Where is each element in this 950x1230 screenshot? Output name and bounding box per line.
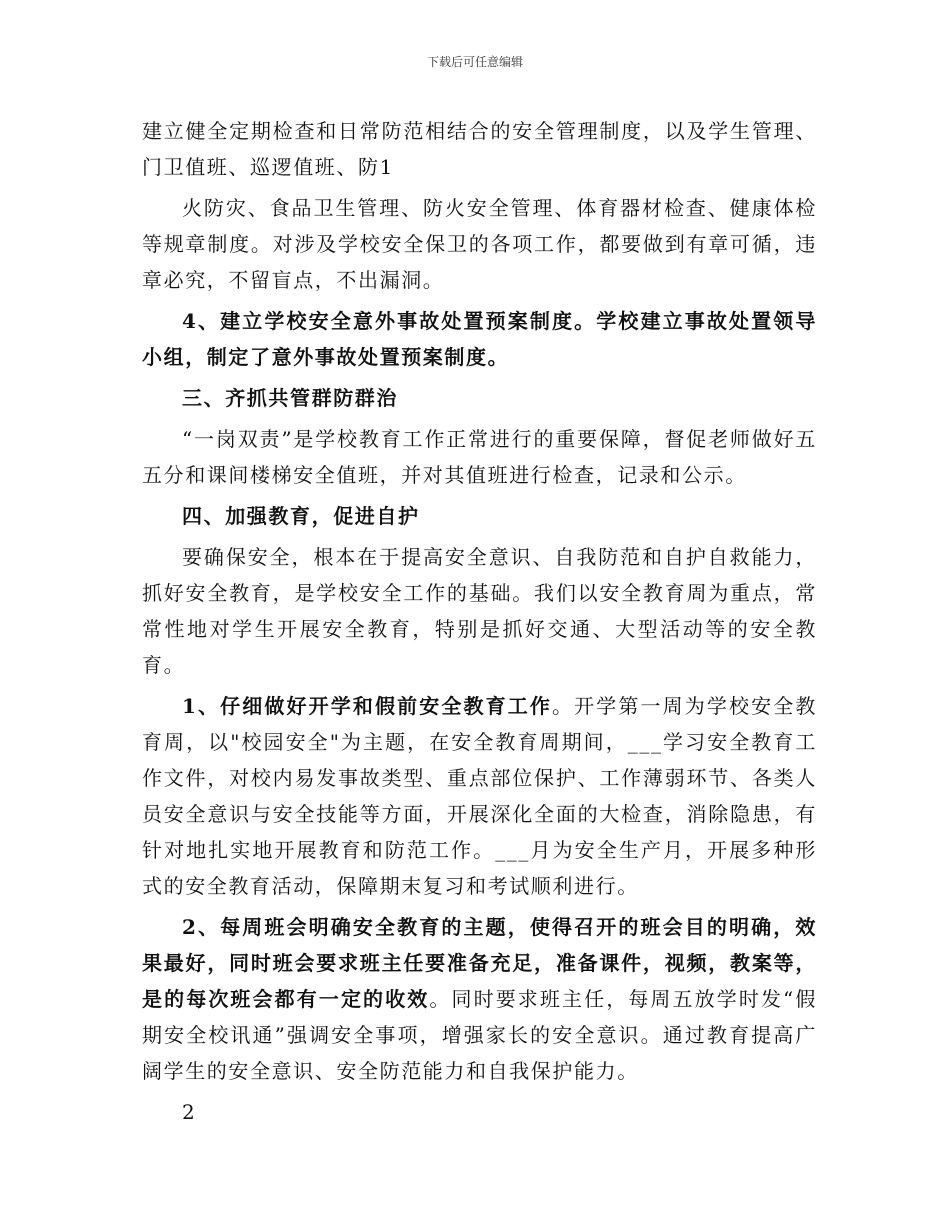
page-number: 2 xyxy=(182,1100,197,1124)
section-heading-4: 四、加强教育，促进自护 xyxy=(182,504,420,528)
paragraph-4: “一岗双责”是学校教育工作正常进行的重要保障，督促老师做好五五分和课间楼梯安全值班，并对其值班进行检查，记录和公示。 xyxy=(142,427,817,487)
document-body xyxy=(142,113,817,1135)
section-heading-3: 三、齐抓共管群防群治 xyxy=(182,386,398,410)
paragraph-7-lead: 2、每周班会明确安全教育的主题，使得召开的班会目的明确，效果最好，同时班会要求班主任要准备充足，准备课件，视频，教案等，是的每次班会都有一定的收效 xyxy=(142,915,817,1011)
paragraph-6 xyxy=(142,688,817,904)
paragraph-1: 建立健全定期检查和日常防范相结合的安全管理制度，以及学生管理、门卫值班、巡逻值班、防1 xyxy=(142,119,817,179)
paragraph-3-bold: 4、建立学校安全意外事故处置预案制度。学校建立事故处置领导小组，制定了意外事故处置预案制度。 xyxy=(142,309,817,369)
paragraph-5: 要确保安全，根本在于提高安全意识、自我防范和自护自救能力，抓好安全教育，是学校安全工作的基础。我们以安全教育周为重点，常常性地对学生开展安全教育，特别是抓好交通、大型活动等的安全教育。 xyxy=(142,545,817,677)
paragraph-6-lead: 1、仔细做好开学和假前安全教育工作 xyxy=(182,694,553,718)
paragraph-6-text: 。开学第一周为学校安全教育周，以"校园安全"为主题，在安全教育周期间，___学习安全教育工作文件，对校内易发事故类型、重点部位保护、工作薄弱环节、各类人员安全意识与安全技能等方面，开展深化全面的大检查，消除隐患，有针对地扎实地开展教育和防范工作。___月为安全生产月，开展多种形式的安全教育活动，保障期末复习和考试顺利进行。 xyxy=(142,694,817,898)
page-header-note: 下载后可任意编辑 xyxy=(426,55,523,69)
paragraph-2: 火防灾、食品卫生管理、防火安全管理、体育器材检查、健康体检等规章制度。对涉及学校安全保卫的各项工作，都要做到有章可循，违章必究，不留盲点，不出漏洞。 xyxy=(142,196,817,292)
paragraph-7-text: 。同时要求班主任，每周五放学时发“假期安全校讯通”强调安全事项，增强家长的安全意识。通过教育提高广阔学生的安全意识、安全防范能力和自我保护能力。 xyxy=(142,987,817,1083)
paragraph-7 xyxy=(142,909,817,1089)
